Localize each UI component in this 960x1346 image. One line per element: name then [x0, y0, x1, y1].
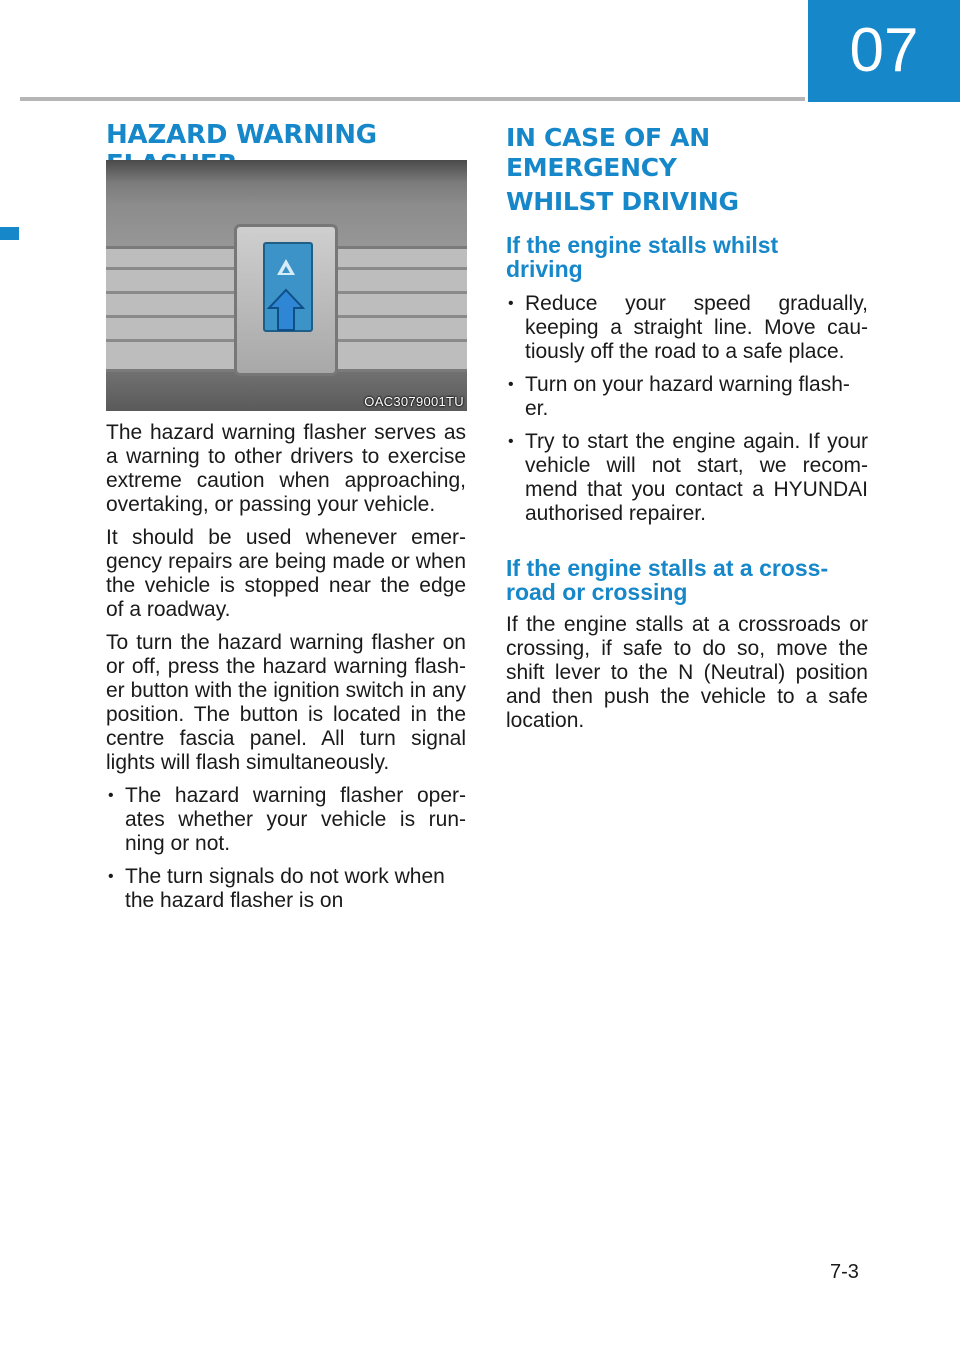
- dashboard-top-edge: [106, 160, 467, 182]
- emergency-heading-line2: WHILST DRIVING: [506, 187, 739, 216]
- page-number: 7-3: [830, 1261, 859, 1283]
- bullet-item: • The turn signals do not work when the hazard flasher is on: [106, 865, 466, 913]
- subheading-stall-driving-line1: If the engine stalls whilst: [506, 232, 779, 258]
- image-code: OAC3079001TU: [364, 394, 464, 409]
- bullet-item: • Try to start the engine again. If your vehicle will not start, we recom-mend that you contact a HYUNDAI authorised repairer.: [506, 430, 868, 526]
- left-body: [106, 421, 466, 913]
- right-air-vent: [332, 246, 467, 372]
- bullet-item: • Reduce your speed gradually, keeping a straight line. Move cau-tiously off the road to a safe place.: [506, 292, 868, 364]
- right-column: [506, 123, 868, 733]
- paragraph: The hazard warning flasher serves as a warning to other drivers to exercise extreme caution when approaching, overtaking, or passing your vehicle.: [106, 421, 466, 516]
- paragraph: If the engine stalls at a crossroads or crossing, if safe to do so, move the shift lever to the N (Neutral) position and then push the vehicle to a safe location.: [506, 613, 868, 732]
- press-arrow-icon: [266, 288, 306, 332]
- paragraph: To turn the hazard warning flasher on or off, press the hazard warning flash-er button with the ignition switch in any position. The button is located in the centre fascia panel. All turn signal lights will flash simultaneously.: [106, 631, 466, 774]
- header-rule: [20, 97, 805, 101]
- subheading-stall-crossing-line2: road or crossing: [506, 579, 688, 605]
- paragraph: It should be used whenever emer-gency repairs are being made or when the vehicle is stopped near the edge of a roadway.: [106, 526, 466, 621]
- bullet-item: • Turn on your hazard warning flash-er.: [506, 373, 868, 421]
- emergency-heading-line1: IN CASE OF AN EMERGENCY: [506, 123, 710, 182]
- subheading-stall-driving-line2: driving: [506, 256, 583, 282]
- left-air-vent: [106, 246, 238, 372]
- hazard-button-photo: [106, 160, 467, 411]
- subheading-stall-crossing-line1: If the engine stalls at a cross-: [506, 555, 829, 581]
- side-marker: [0, 227, 19, 240]
- chapter-tab: 07: [808, 0, 960, 102]
- hazard-triangle-inner: [282, 266, 290, 273]
- hazard-heading: HAZARD WARNING: [106, 120, 377, 150]
- bullet-item: • The hazard warning flasher oper-ates whether your vehicle is run-ning or not.: [106, 784, 466, 856]
